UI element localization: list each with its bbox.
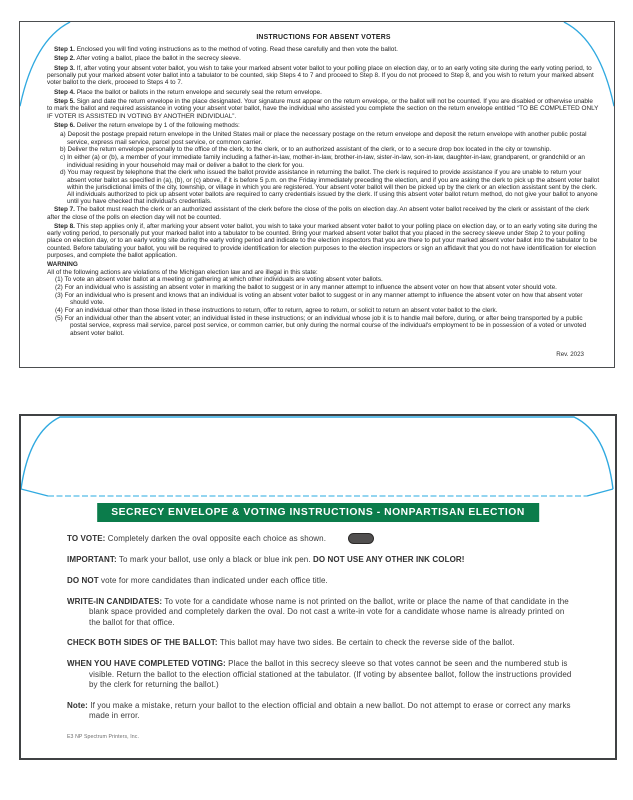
warning-item: [47, 307, 600, 314]
voting-instructions-body: [21, 533, 615, 743]
step-paragraph: [47, 122, 600, 129]
step-text: After voting a ballot, place the ballot in the secrecy sleeve.: [76, 55, 241, 63]
warning-item-text: For an individual who is present and knows that an individual is voting an absent voter ballot to suggest or in any manner attempt to influence the absent voter on how that absent voter should vote.: [64, 292, 583, 307]
warning-title: WARNING: [47, 261, 78, 269]
step-paragraph: [47, 223, 600, 259]
warning-item: [47, 284, 600, 291]
flap-fold-notches: [21, 489, 613, 496]
warning-item-number: (4): [55, 307, 63, 315]
instructions-body: [20, 22, 614, 367]
secrecy-envelope: [19, 414, 617, 760]
warning-item-text: For an individual who is assisting an absent voter in marking the ballot to suggest or in any manner attempt to influence the absent voter on how that absent voter should vote.: [64, 284, 557, 292]
warning-list: [47, 276, 600, 336]
instruction-label: TO VOTE:: [67, 534, 106, 543]
voting-instruction: [67, 576, 577, 586]
voting-instruction: [67, 597, 577, 628]
instruction-label: WRITE-IN CANDIDATES:: [67, 596, 163, 606]
revision-label: Rev. 2023: [556, 350, 584, 358]
voting-instruction: [67, 533, 577, 544]
step-label: Step 1.: [54, 45, 75, 53]
instruction-text: vote for more candidates than indicated under each office title.: [101, 575, 328, 585]
step-label: c): [60, 154, 66, 162]
warning-item-text: To vote an absent voter ballot at a meeting or gathering at which other individuals are voting absent voter ballots.: [64, 276, 383, 284]
voting-instruction: [67, 701, 577, 722]
instruction-text: Completely darken the oval opposite each choice as shown.: [107, 534, 327, 543]
filled-oval-example-icon: [348, 533, 374, 544]
instructions-title: INSTRUCTIONS FOR ABSENT VOTERS: [256, 34, 391, 41]
warning-item-number: (5): [55, 315, 63, 323]
step-label: Step 3.: [54, 64, 75, 72]
instruction-text: If you make a mistake, return your ballot to the election official and obtain a new ballot. Do not attempt to erase or correct any marks made in error.: [89, 701, 571, 721]
step-paragraph: [47, 131, 600, 146]
flap-top-outline: [21, 417, 613, 489]
step-text: You may request by telephone that the clerk who issued the ballot provide assistance in returning the ballot. The clerk is required to provide assistance if you are unable to return your absent voter ballot as specified in (a), (b), or (c) above, if it is before 5 p.m. on the Friday immediately preceding the election, and if you are asking the clerk to pick up the absent voter ballot within the jurisdictional limits of the city, township, or village in which you are registered. Your absent voter ballot will then be picked up by the clerk or an election assistant sent by the clerk. All individuals authorized to pick up absent voter ballots are required to carry credentials issued by the clerk. If using this absent voter ballot return method, do not give your ballot to anyone until you have checked that individual's credentials.: [67, 169, 600, 206]
instruction-label: CHECK BOTH SIDES OF THE BALLOT:: [67, 638, 218, 648]
warning-item: [47, 315, 600, 337]
warning-item: [47, 276, 600, 283]
instruction-label: WHEN YOU HAVE COMPLETED VOTING:: [67, 659, 226, 669]
step-label: Step 2.: [54, 55, 75, 63]
step-label: d): [60, 169, 66, 177]
step-paragraph: [47, 55, 600, 62]
step-label: Step 4.: [54, 88, 75, 96]
instruction-text: To mark your ballot, use only a black or blue ink pen.: [118, 554, 311, 564]
step-text: This step applies only if, after marking your absent voter ballot, you wish to take your marked absent voter ballot to your polling place on election day, or to an early voting site during the early voting period, to personally put your marked ballot into a tabulator to be counted. Bring your marked absent voter ballot that you placed in the secrecy sleeve under Step 2 to your polling place on election day, or to an early voting site during the early voting period and indicate to the election inspectors that you are there to put your marked absent voter ballot into the tabulator to be counted. Before tabulating your ballot, you will be required to provide identification for election purposes to the election inspectors or sign an affidavit that you do not have identification for election purposes, and complete the ballot application.: [47, 222, 598, 259]
step-paragraph: [47, 89, 600, 96]
step-label: Step 5.: [54, 98, 75, 105]
step-text: Deliver the return envelope personally to the office of the clerk, to the clerk, or to an authorized assistant of the clerk, or to a secure drop box located in the city or township.: [67, 146, 552, 154]
step-paragraph: [47, 46, 600, 53]
step-paragraph: [47, 206, 600, 221]
steps-list: [47, 46, 600, 259]
step-paragraph: [47, 65, 600, 87]
step-label: b): [60, 146, 66, 154]
step-paragraph: [47, 146, 600, 153]
instruction-text: Place the ballot in this secrecy sleeve so that votes cannot be seen and the numbered stub is visible. Return the ballot to the election official stationed at the tabulator. (If voting by absentee ballot, follow the instructions provided by the clerk for returning the ballot.): [89, 659, 572, 690]
warning-intro: All of the following actions are violations of the Michigan election law and are illegal in this state:: [47, 268, 318, 276]
step-label: Step 7.: [54, 206, 75, 214]
step-text: Enclosed you will find voting instructions as to the method of voting. Read these carefully and then vote the ballot.: [76, 45, 398, 53]
step-paragraph: [47, 98, 600, 120]
step-text: Deposit the postage prepaid return envelope in the United States mail or place the necessary postage on the return envelope and deposit the return envelope with another public postal service, express mail service, parcel post service, or common carrier.: [67, 131, 587, 146]
step-label: a): [60, 131, 66, 139]
step-paragraph: [47, 154, 600, 169]
instruction-label: DO NOT: [67, 575, 99, 585]
instruction-text: To vote for a candidate whose name is not printed on the ballot, write or place the name of that candidate in the blank space provided and completely darken the oval. Do not cast a write-in vote for a candidate whose name is already printed on the ballot for that office.: [89, 596, 569, 627]
absent-voter-instructions-envelope: [19, 21, 615, 368]
voting-instruction: [67, 638, 577, 648]
step-label: Step 8.: [54, 222, 75, 230]
instruction-label: Note:: [67, 701, 88, 711]
step-text: Sign and date the return envelope in the place designated. Your signature must appear on the return envelope, or the ballot will not be counted. If you are disabled or otherwise unable to mark the ballot and required assistance in voting your absent voter ballot, have the individual who assisted you complete the section on the return envelope entitled “TO BE COMPLETED ONLY IF VOTER IS ASSISTED IN VOTING BY ANOTHER INDIVIDUAL”.: [47, 98, 599, 120]
voting-instruction: [67, 555, 577, 565]
step-text: If, after voting your absent voter ballot, you wish to take your marked absent voter ballot to your polling place on election day, or to an early voting site during the early voting period, to personally put your marked absent voter ballot into a tabulator to be counted, skip Steps 4 to 7 and proceed to Step 8. If you do not proceed to Step 8, and you wish to return your marked absent voter ballot to the clerk, proceed to Steps 4 to 7.: [47, 64, 594, 87]
secrecy-banner: SECRECY ENVELOPE & VOTING INSTRUCTIONS - NONPARTISAN ELECTION: [97, 503, 539, 522]
warning-item-text: For an individual other than those listed in these instructions to return, offer to return, agree to return, or solicit to return an absent voter ballot to the clerk.: [64, 307, 498, 315]
voting-instructions-list: [67, 533, 577, 722]
instruction-label: IMPORTANT:: [67, 554, 117, 564]
warning-item-number: (1): [55, 276, 63, 284]
step-text: The ballot must reach the clerk or an authorized assistant of the clerk before the close of the polls on election day. An absent voter ballot received by the clerk or assistant of the clerk after the close of the polls on election day will not be counted.: [47, 206, 590, 221]
voting-instruction: [67, 659, 577, 690]
step-text: In either (a) or (b), a member of your immediate family including a father-in-law, mother-in-law, brother-in-law, sister-in-law, son-in-law, daughter-in-law, grandparent, or grandchild or an individual residing in your household may mail or deliver a ballot to the clerk for you.: [67, 154, 585, 169]
printer-credit: E3 NP Spectrum Printers, Inc.: [67, 734, 139, 741]
warning-item-text: For an individual other than the absent voter; an individual listed in these instructions; or an individual whose job it is to handle mail before, during, or after being transported by a public postal service, express mail service, parcel post service, or common carrier, but only during the normal course of the individual's employment to be in possession of a voted or unvoted absent voter ballot.: [64, 315, 587, 337]
warning-item-number: (2): [55, 284, 63, 292]
step-label: Step 6.: [54, 121, 75, 129]
step-text: Deliver the return envelope by 1 of the following methods:: [76, 121, 240, 129]
step-text: Place the ballot or ballots in the return envelope and securely seal the return envelope.: [76, 88, 322, 96]
warning-item-number: (3): [55, 292, 63, 300]
instruction-text: This ballot may have two sides. Be certain to check the reverse side of the ballot.: [219, 638, 515, 648]
instruction-bold-suffix: DO NOT USE ANY OTHER INK COLOR!: [312, 554, 465, 564]
step-paragraph: [47, 169, 600, 205]
warning-item: [47, 292, 600, 307]
